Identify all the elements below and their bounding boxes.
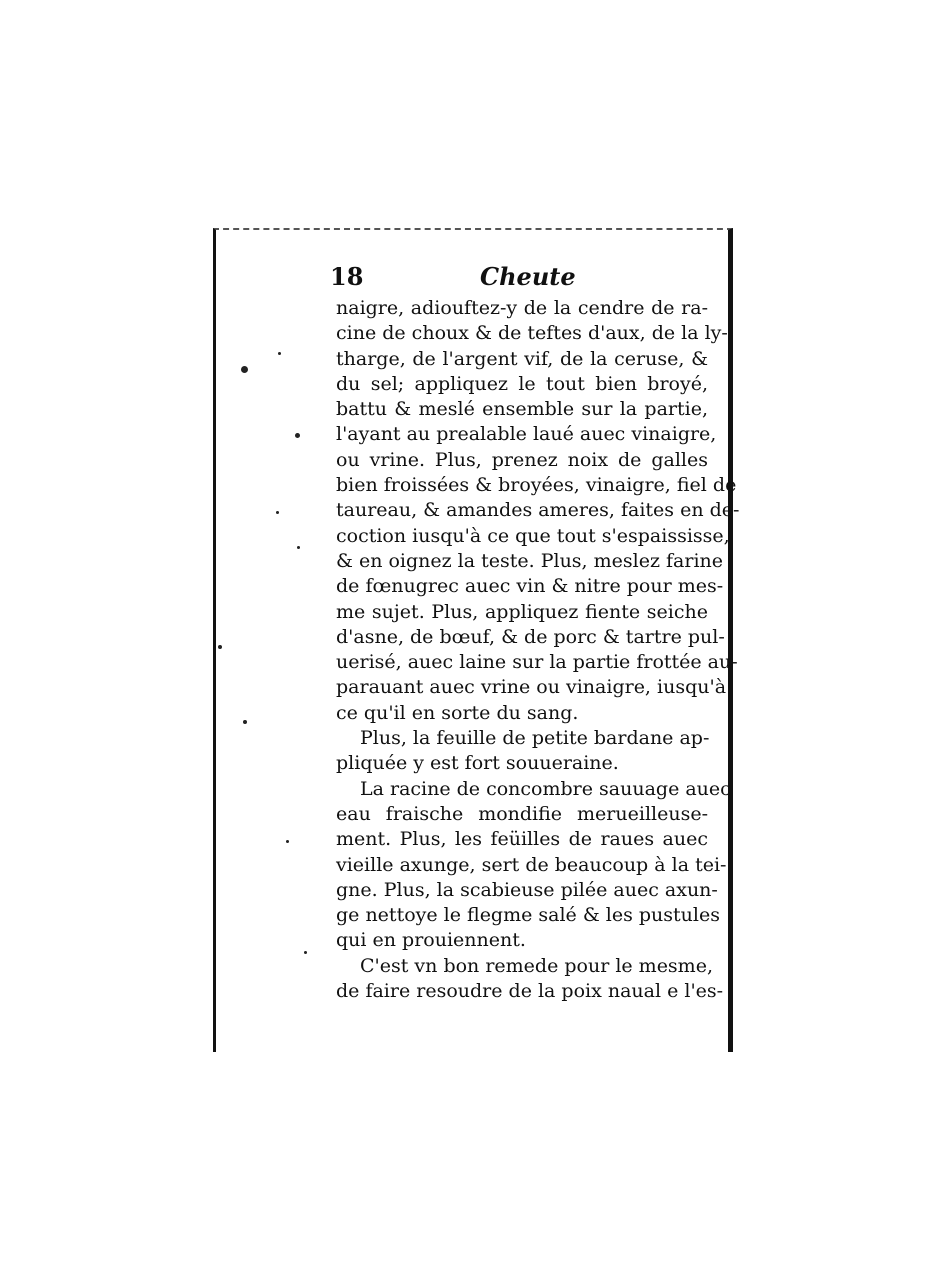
scan-speck: [295, 433, 300, 438]
scan-speck: [304, 951, 307, 954]
text-line: vieille axunge, sert de beaucoup à la tei-: [336, 853, 727, 876]
scan-speck: [297, 546, 300, 549]
text-line: taureau, & amandes ameres, faites en de-: [336, 499, 740, 522]
page-header: [330, 262, 730, 298]
text-line: de fœnugrec auec vin & nitre pour mes-: [336, 575, 724, 598]
text-line: l'ayant au prealable laué auec vinaigre,: [336, 423, 717, 446]
text-line: naigre, adiouftez-y de la cendre de ra-: [336, 297, 708, 319]
text-line: gne. Plus, la scabieuse pilée auec axun-: [336, 878, 718, 901]
text-line: tharge, de l'argent vif, de la ceruse, &: [336, 347, 708, 370]
text-line: cine de choux & de teftes d'aux, de la ly-: [336, 322, 728, 345]
text-line: de faire resoudre de la poix naual e l'es-: [336, 980, 724, 1003]
text-line: ce qu'il en sorte du sang.: [336, 701, 579, 724]
running-head: Cheute: [480, 262, 576, 291]
text-line: uerisé, auec laine sur la partie frottée au-: [336, 651, 738, 674]
text-line: battu & meslé ensemble sur la partie,: [336, 398, 708, 421]
scan-speck: [286, 840, 289, 843]
text-line: du sel; appliquez le tout bien broyé,: [336, 372, 708, 395]
text-line: La racine de concombre sauuage auec: [360, 777, 731, 800]
text-line: eau fraische mondifie merueilleuse-: [336, 802, 708, 825]
text-line: qui en prouiennent.: [336, 929, 526, 952]
text-line: Plus, la feuille de petite bardane ap-: [360, 727, 710, 750]
text-line: me sujet. Plus, appliquez fiente seiche: [336, 600, 708, 623]
text-line: & en oignez la teste. Plus, meslez farine: [336, 549, 724, 572]
scan-speck: [218, 645, 222, 649]
text-line: bien froissées & broyées, vinaigre, fiel de: [336, 474, 737, 497]
text-line: ment. Plus, les feüilles de raues auec: [336, 828, 708, 851]
text-line: d'asne, de bœuf, & de porc & tartre pul-: [336, 625, 725, 648]
text-line: pliquée y est fort souueraine.: [336, 752, 619, 775]
text-line: ge nettoye le flegme salé & les pustules: [336, 904, 720, 927]
scan-speck: [278, 352, 281, 355]
scan-speck: [276, 511, 279, 514]
page-number: 18: [330, 262, 364, 291]
scan-speck: [241, 366, 248, 373]
scan-speck: [243, 720, 247, 724]
body-text: [336, 296, 740, 1004]
text-line: coction iusqu'à ce que tout s'espaississe,: [336, 524, 730, 547]
text-line: ou vrine. Plus, prenez noix de galles: [336, 448, 708, 471]
text-line: C'est vn bon remede pour le mesme,: [360, 954, 713, 977]
text-line: parauant auec vrine ou vinaigre, iusqu'à: [336, 676, 727, 699]
